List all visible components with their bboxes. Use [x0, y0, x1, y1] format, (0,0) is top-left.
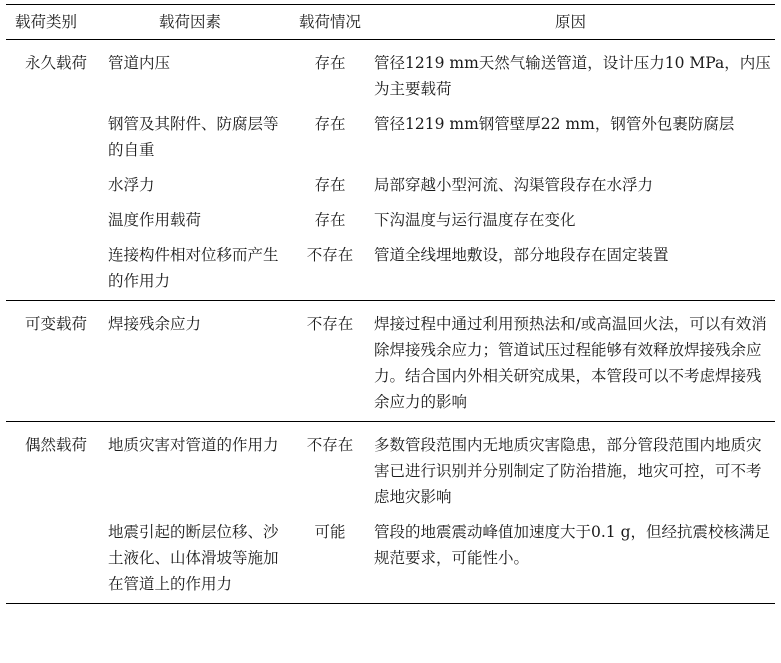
status-cell: 存在: [314, 211, 346, 229]
category-cell: 偶然载荷: [25, 436, 88, 454]
category-cell: [6, 198, 86, 233]
reason-cell: 管段的地震震动峰值加速度大于0.1 g，但经抗震校核满足规范要求，可能性小。: [374, 523, 771, 567]
status-cell: 可能: [314, 523, 346, 541]
category-cell: [6, 510, 86, 604]
factor-cell: 焊接残余应力: [108, 315, 202, 333]
table-row: [6, 102, 775, 163]
table-row: [6, 301, 775, 422]
category-cell: [6, 233, 86, 301]
table-row: [6, 163, 775, 198]
factor-cell: 水浮力: [108, 176, 155, 194]
reason-cell: 多数管段范围内无地质灾害隐患，部分管段范围内地质灾害已进行识别并分别制定了防治措施，地灾可控，可不考虑地灾影响: [374, 436, 762, 506]
factor-cell: 管道内压: [108, 54, 171, 72]
load-table: [6, 4, 775, 604]
status-cell: 不存在: [306, 315, 354, 333]
reason-cell: 焊接过程中通过利用预热法和/或高温回火法，可以有效消除焊接残余应力；管道试压过程能够有效释放焊接残余应力。结合国内外相关研究成果，本管段可以不考虑焊接残余应力的影响: [374, 315, 767, 411]
factor-cell: 温度作用载荷: [108, 211, 202, 229]
factor-cell: 地震引起的断层位移、沙土液化、山体滑坡等施加在管道上的作用力: [108, 523, 279, 593]
category-cell: [6, 102, 86, 163]
factor-cell: 地质灾害对管道的作用力: [108, 436, 279, 454]
table-row: [6, 510, 775, 604]
factor-cell: 钢管及其附件、防腐层等的自重: [108, 115, 279, 159]
header-load-category: 载荷类别: [14, 13, 77, 31]
reason-cell: 下沟温度与运行温度存在变化: [374, 211, 576, 229]
reason-cell: 管径1219 mm钢管壁厚22 mm，钢管外包裹防腐层: [374, 115, 735, 133]
status-cell: 存在: [314, 115, 346, 133]
factor-cell: 连接构件相对位移而产生的作用力: [108, 246, 279, 290]
category-cell: 可变载荷: [25, 315, 88, 333]
status-cell: 不存在: [306, 436, 354, 454]
table-row: [6, 422, 775, 511]
header-load-status: 载荷情况: [298, 13, 361, 31]
status-cell: 存在: [314, 54, 346, 72]
category-cell: 永久载荷: [25, 54, 88, 72]
reason-cell: 局部穿越小型河流、沟渠管段存在水浮力: [374, 176, 654, 194]
reason-cell: 管径1219 mm天然气输送管道，设计压力10 MPa，内压为主要载荷: [374, 54, 771, 98]
table-row: [6, 40, 775, 103]
table-header-row: [6, 5, 775, 40]
table-row: [6, 233, 775, 301]
reason-cell: 管道全线埋地敷设，部分地段存在固定装置: [374, 246, 669, 264]
category-cell: [6, 163, 86, 198]
header-load-factor: 载荷因素: [158, 13, 221, 31]
status-cell: 存在: [314, 176, 346, 194]
table-row: [6, 198, 775, 233]
header-reason: 原因: [554, 13, 586, 31]
status-cell: 不存在: [306, 246, 354, 264]
